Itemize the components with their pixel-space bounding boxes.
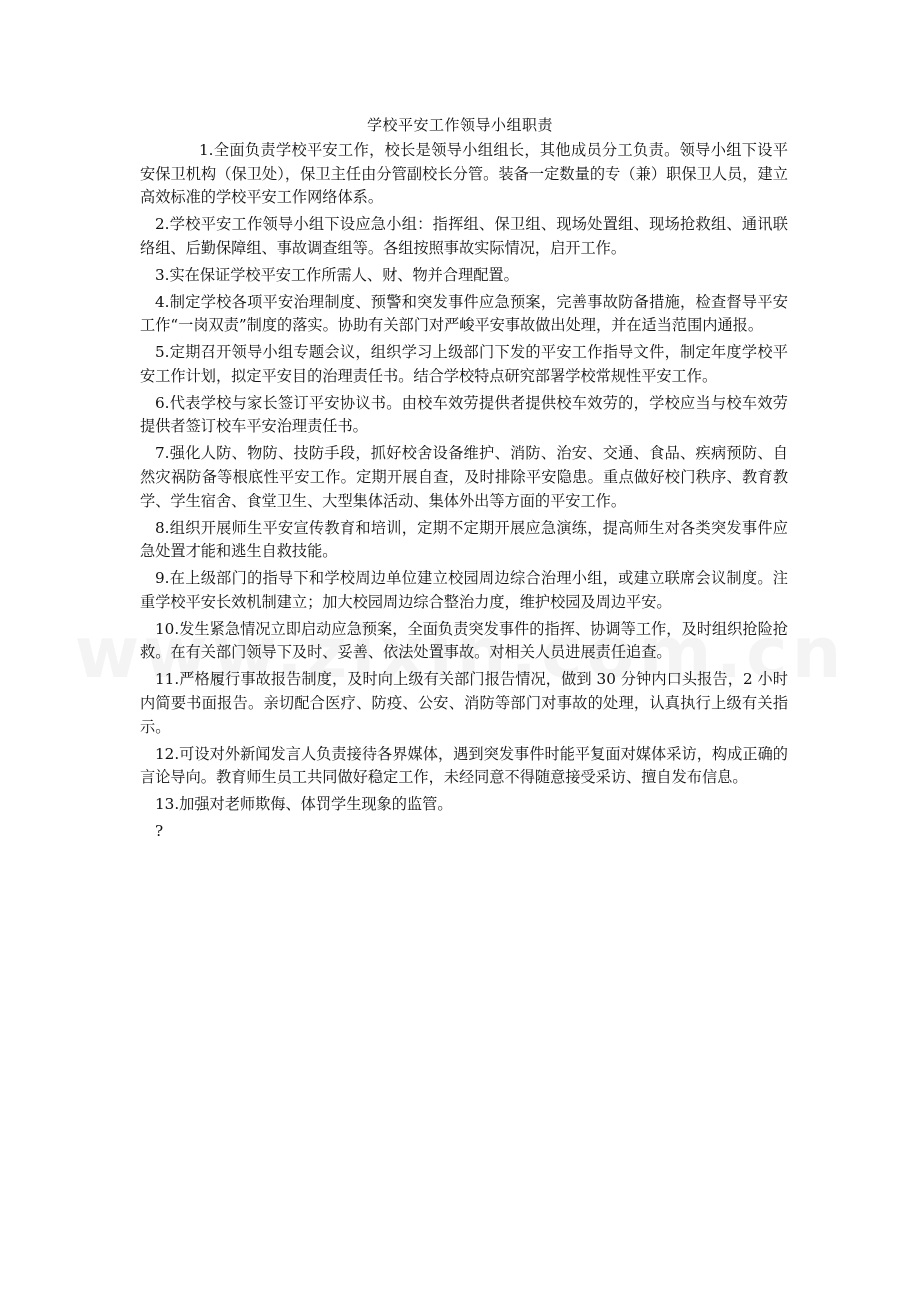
document-title: 学校平安工作领导小组职责 [366, 116, 553, 134]
paragraph-8: 8.组织开展师生平安宣传教育和培训，定期不定期开展应急演练，提高师生对各类突发事件应急处置才能和逃生自救技能。 [140, 518, 788, 561]
document-body [140, 139, 788, 847]
paragraph-1: 1.全面负责学校平安工作，校长是领导小组组长，其他成员分工负责。领导小组下设平安保卫机构（保卫处），保卫主任由分管副校长分管。装备一定数量的专（兼）职保卫人员，建立高效标准的学校平安工作网络体系。 [140, 141, 788, 207]
paragraph-13: 13.加强对老师欺侮、体罚学生现象的监管。 [155, 795, 453, 814]
paragraph-3: 3.实在保证学校平安工作所需人、财、物并合理配置。 [155, 265, 519, 284]
paragraph-7: 7.强化人防、物防、技防手段，抓好校舍设备维护、消防、治安、交通、食品、疾病预防、自然灾祸防备等根底性平安工作。定期开展自查，及时排除平安隐患。重点做好校门秩序、教育教学、学生宿舍、食堂卫生、大型集体活动、集体外出等方面的平安工作。 [140, 444, 788, 510]
paragraph-6: 6.代表学校与家长签订平安协议书。由校车效劳提供者提供校车效劳的，学校应当与校车效劳提供者签订校车平安治理责任书。 [140, 393, 788, 436]
paragraph-9: 9.在上级部门的指导下和学校周边单位建立校园周边综合治理小组，或建立联席会议制度。注重学校平安长效机制建立；加大校园周边综合整治力度，维护校园及周边平安。 [140, 569, 788, 611]
trailing-mark: ? [155, 822, 164, 841]
paragraph-2: 2.学校平安工作领导小组下设应急小组：指挥组、保卫组、现场处置组、现场抢救组、通讯联络组、后勤保障组、事故调查组等。各组按照事故实际情况，启开工作。 [140, 215, 788, 257]
paragraph-11: 11.严格履行事故报告制度，及时向上级有关部门报告情况，做到 30 分钟内口头报告，2 小时内简要书面报告。亲切配合医疗、防疫、公安、消防等部门对事故的处理，认真执行上级有关指示。 [140, 670, 788, 736]
watermark-text [0, 612, 920, 694]
paragraph-5: 5.定期召开领导小组专题会议，组织学习上级部门下发的平安工作指导文件，制定年度学校平安工作计划，拟定平安目的治理责任书。结合学校特点研究部署学校常规性平安工作。 [140, 343, 788, 385]
paragraph-10: 10.发生紧急情况立即启动应急预案，全面负责突发事件的指挥、协调等工作，及时组织抢险抢救。在有关部门领导下及时、妥善、依法处置事故。对相关人员进展责任追查。 [140, 619, 788, 662]
paragraph-4: 4.制定学校各项平安治理制度、预警和突发事件应急预案，完善事故防备措施，检查督导平安工作“一岗双责”制度的落实。协助有关部门对严峻平安事故做出处理，并在适当范围内通报。 [140, 292, 788, 335]
paragraph-12: 12.可设对外新闻发言人负责接待各界媒体，遇到突发事件时能平复面对媒体采访，构成正确的言论导向。教育师生员工共同做好稳定工作，未经同意不得随意接受采访、擅自发布信息。 [140, 744, 788, 787]
